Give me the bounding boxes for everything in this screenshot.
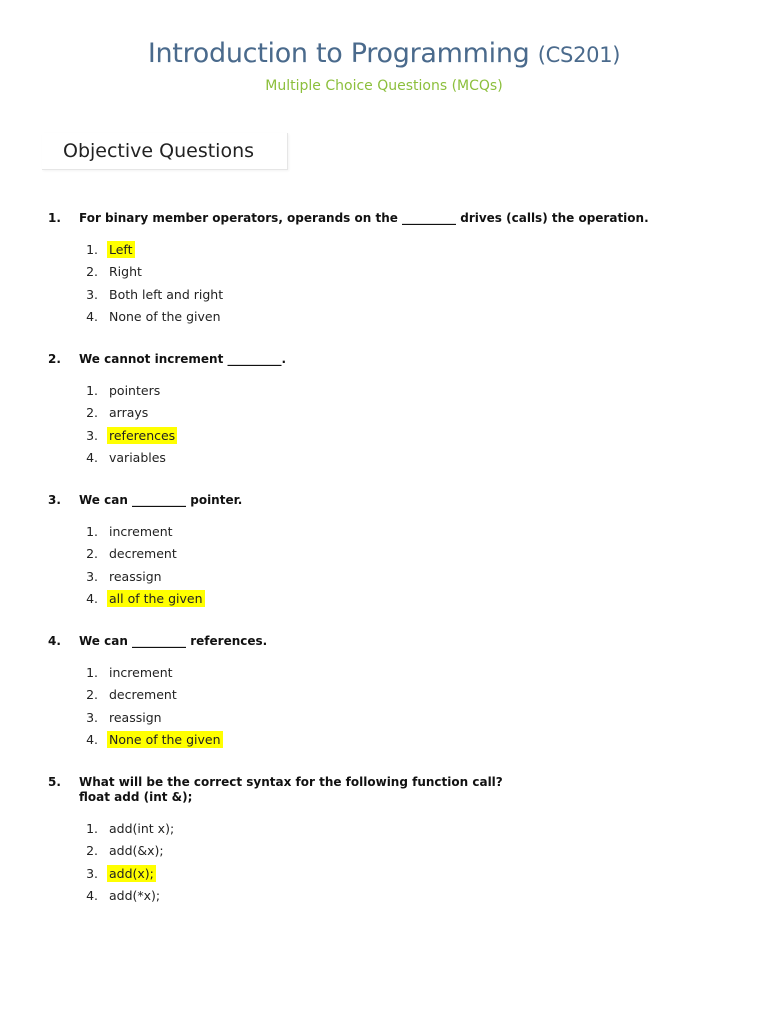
question-text: What will be the correct syntax for the following function call? float add (int &); xyxy=(79,775,503,804)
question-header xyxy=(48,211,738,226)
document-header xyxy=(0,38,768,94)
question-text: We can _________ references. xyxy=(79,634,268,648)
question-header xyxy=(48,775,738,805)
option-item xyxy=(48,261,738,284)
question-number: 4. xyxy=(48,634,61,648)
highlighted-answer: None of the given xyxy=(109,732,221,748)
option-text: pointers xyxy=(109,382,161,398)
option-number: 3. xyxy=(86,709,98,725)
option-item xyxy=(48,862,738,885)
option-number: 4. xyxy=(86,888,98,904)
option-list xyxy=(48,379,738,469)
option-item xyxy=(48,543,738,566)
option-text: Right xyxy=(109,264,142,280)
option-number: 3. xyxy=(86,568,98,584)
option-number: 2. xyxy=(86,546,98,562)
option-number: 4. xyxy=(86,309,98,325)
option-list xyxy=(48,238,738,328)
option-item xyxy=(48,402,738,425)
option-number: 3. xyxy=(86,865,98,881)
option-item xyxy=(48,379,738,402)
question-3 xyxy=(48,493,738,610)
question-2 xyxy=(48,352,738,469)
option-item xyxy=(48,840,738,863)
option-item xyxy=(48,565,738,588)
option-text: None of the given xyxy=(109,309,221,325)
option-text: reassign xyxy=(109,568,162,584)
course-code: (CS201) xyxy=(537,43,621,67)
option-item xyxy=(48,447,738,470)
question-header xyxy=(48,634,738,649)
title-text: Introduction to Programming xyxy=(147,38,530,69)
option-list xyxy=(48,661,738,751)
option-item xyxy=(48,238,738,261)
question-text: For binary member operators, operands on the _________ drives (calls) the operation. xyxy=(79,211,649,225)
option-text: increment xyxy=(109,523,173,539)
section-heading-box xyxy=(42,133,288,170)
option-item xyxy=(48,283,738,306)
option-number: 1. xyxy=(86,820,98,836)
option-text: add(int x); xyxy=(109,820,175,836)
option-number: 2. xyxy=(86,843,98,859)
question-number: 5. xyxy=(48,775,61,789)
option-text: increment xyxy=(109,664,173,680)
document-subtitle: Multiple Choice Questions (MCQs) xyxy=(265,78,503,94)
question-number: 1. xyxy=(48,211,61,225)
option-list xyxy=(48,817,738,907)
option-number: 3. xyxy=(86,427,98,443)
option-text: variables xyxy=(109,450,166,466)
option-item xyxy=(48,817,738,840)
option-item xyxy=(48,684,738,707)
option-item xyxy=(48,588,738,611)
option-item xyxy=(48,520,738,543)
option-number: 1. xyxy=(86,382,98,398)
question-header xyxy=(48,493,738,508)
option-text: reassign xyxy=(109,709,162,725)
question-4 xyxy=(48,634,738,751)
option-text: decrement xyxy=(109,687,177,703)
highlighted-answer: all of the given xyxy=(109,591,203,607)
option-number: 2. xyxy=(86,405,98,421)
question-text: We can _________ pointer. xyxy=(79,493,243,507)
option-number: 2. xyxy=(86,687,98,703)
question-number: 2. xyxy=(48,352,61,366)
question-text: We cannot increment _________. xyxy=(79,352,287,366)
option-number: 4. xyxy=(86,732,98,748)
section-title: Objective Questions xyxy=(63,140,255,162)
option-text: add(&x); xyxy=(109,843,164,859)
question-1 xyxy=(48,211,738,328)
option-number: 1. xyxy=(86,241,98,257)
option-number: 1. xyxy=(86,664,98,680)
document-title xyxy=(0,38,768,69)
option-list xyxy=(48,520,738,610)
option-item xyxy=(48,424,738,447)
question-list xyxy=(48,211,738,931)
highlighted-answer: add(x); xyxy=(109,865,154,881)
option-text: add(*x); xyxy=(109,888,161,904)
option-text: arrays xyxy=(109,405,149,421)
option-number: 1. xyxy=(86,523,98,539)
question-number: 3. xyxy=(48,493,61,507)
option-number: 4. xyxy=(86,450,98,466)
option-item xyxy=(48,706,738,729)
option-number: 4. xyxy=(86,591,98,607)
option-item xyxy=(48,729,738,752)
highlighted-answer: references xyxy=(109,427,176,443)
option-text: Both left and right xyxy=(109,286,224,302)
option-item xyxy=(48,885,738,908)
option-item xyxy=(48,661,738,684)
option-text: decrement xyxy=(109,546,177,562)
question-header xyxy=(48,352,738,367)
option-number: 3. xyxy=(86,286,98,302)
option-number: 2. xyxy=(86,264,98,280)
option-item xyxy=(48,306,738,329)
highlighted-answer: Left xyxy=(109,241,133,257)
question-5 xyxy=(48,775,738,907)
